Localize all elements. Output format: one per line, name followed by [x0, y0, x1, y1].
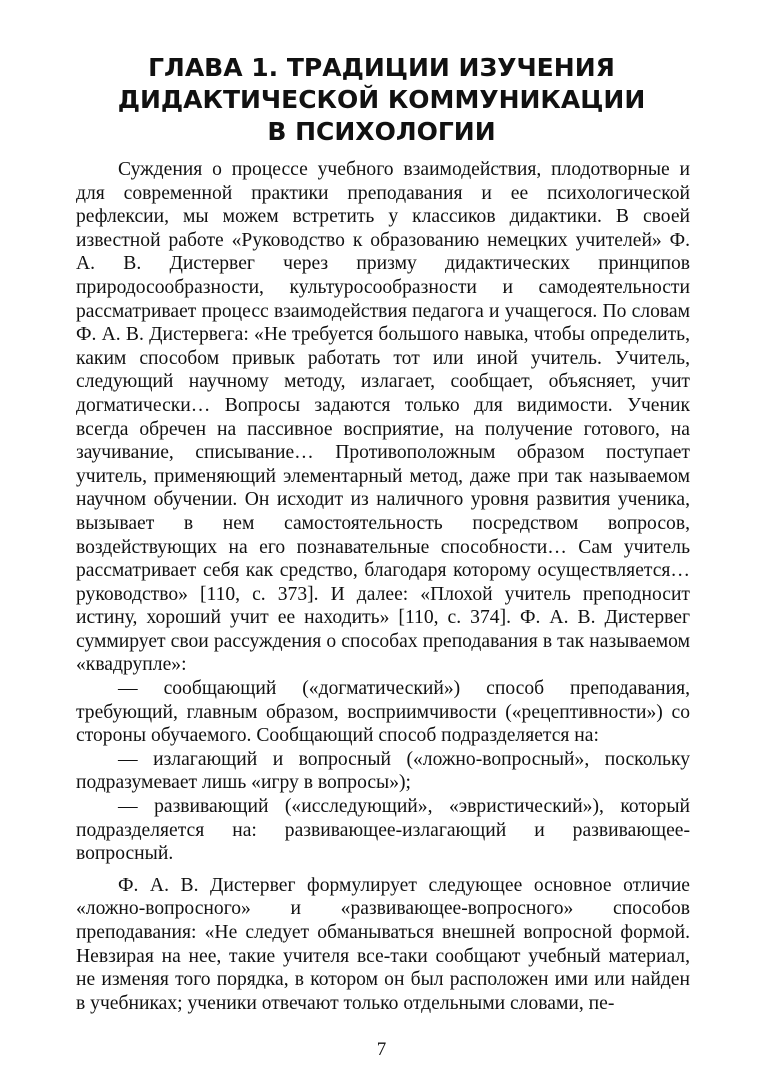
chapter-title-line: ГЛАВА 1. ТРАДИЦИИ ИЗУЧЕНИЯ [148, 53, 615, 82]
paragraph: Ф. А. В. Дистервег формулирует следующее основное отличие «ложно-вопросного» и «развивающее-вопросного» способов преподавания: «Не следует обманываться внешней вопросной формой. Невзирая на нее, такие учителя все-таки сообщают учебный материал, не изменяя того порядка, в котором он был расположен ими или найден в учебниках; ученики отвечают только отдельными словами, пе- [76, 874, 690, 1014]
chapter-title [60, 52, 703, 148]
body-text [76, 158, 690, 1015]
chapter-title-line: ДИДАКТИЧЕСКОЙ КОММУНИКАЦИИ [117, 85, 646, 114]
list-item: — сообщающий («догматический») способ преподавания, требующий, главным образом, восприимчивости («рецептивности») со стороны обучаемого. Сообщающий способ подразделяется на: [76, 678, 690, 747]
page-number: 7 [376, 1039, 387, 1060]
list-item: — развивающий («исследующий», «эвристический»), который подразделяется на: развивающее-излагающий и развивающее-вопросный. [76, 796, 690, 865]
chapter-title-line: В ПСИХОЛОГИИ [267, 117, 496, 146]
list-item: — излагающий и вопросный («ложно-вопросный», поскольку подразумевает лишь «игру в вопросы»); [76, 748, 690, 794]
paragraph: Суждения о процессе учебного взаимодействия, плодотворные и для современной практики преподавания и ее психологической рефлексии, мы можем встретить у классиков дидактики. В своей известной работе «Руководство к образованию немецких учителей» Ф. А. В. Дистервег через призму дидактических принципов природосообразности, культуросообразности и самодеятельности рассматривает процесс взаимодействия педагога и учащегося. По словам Ф. А. В. Дистервега: «Не требуется большого навыка, чтобы определить, каким способом привык работать тот или иной учитель. Учитель, следующий научному методу, излагает, сообщает, объясняет, учит догматически… Вопросы задаются только для видимости. Ученик всегда обречен на пассивное восприятие, на получение готового, на заучивание, списывание… Противоположным образом поступает учитель, применяющий элементарный метод, даже при так называемом научном обучении. Он исходит из наличного уровня развития ученика, вызывает в нем самостоятельность посредством вопросов, воздействующих на его познавательные способности… Сам учитель рассматривает себя как средство, благодаря которому осуществляется…руководство» [110, с. 373]. И далее: «Плохой учитель преподносит истину, хороший учит ее находить» [110, с. 374]. Ф. А. В. Дистервег суммирует свои рассуждения о способах преподавания в так называемом «квадрупле»: [76, 159, 690, 676]
